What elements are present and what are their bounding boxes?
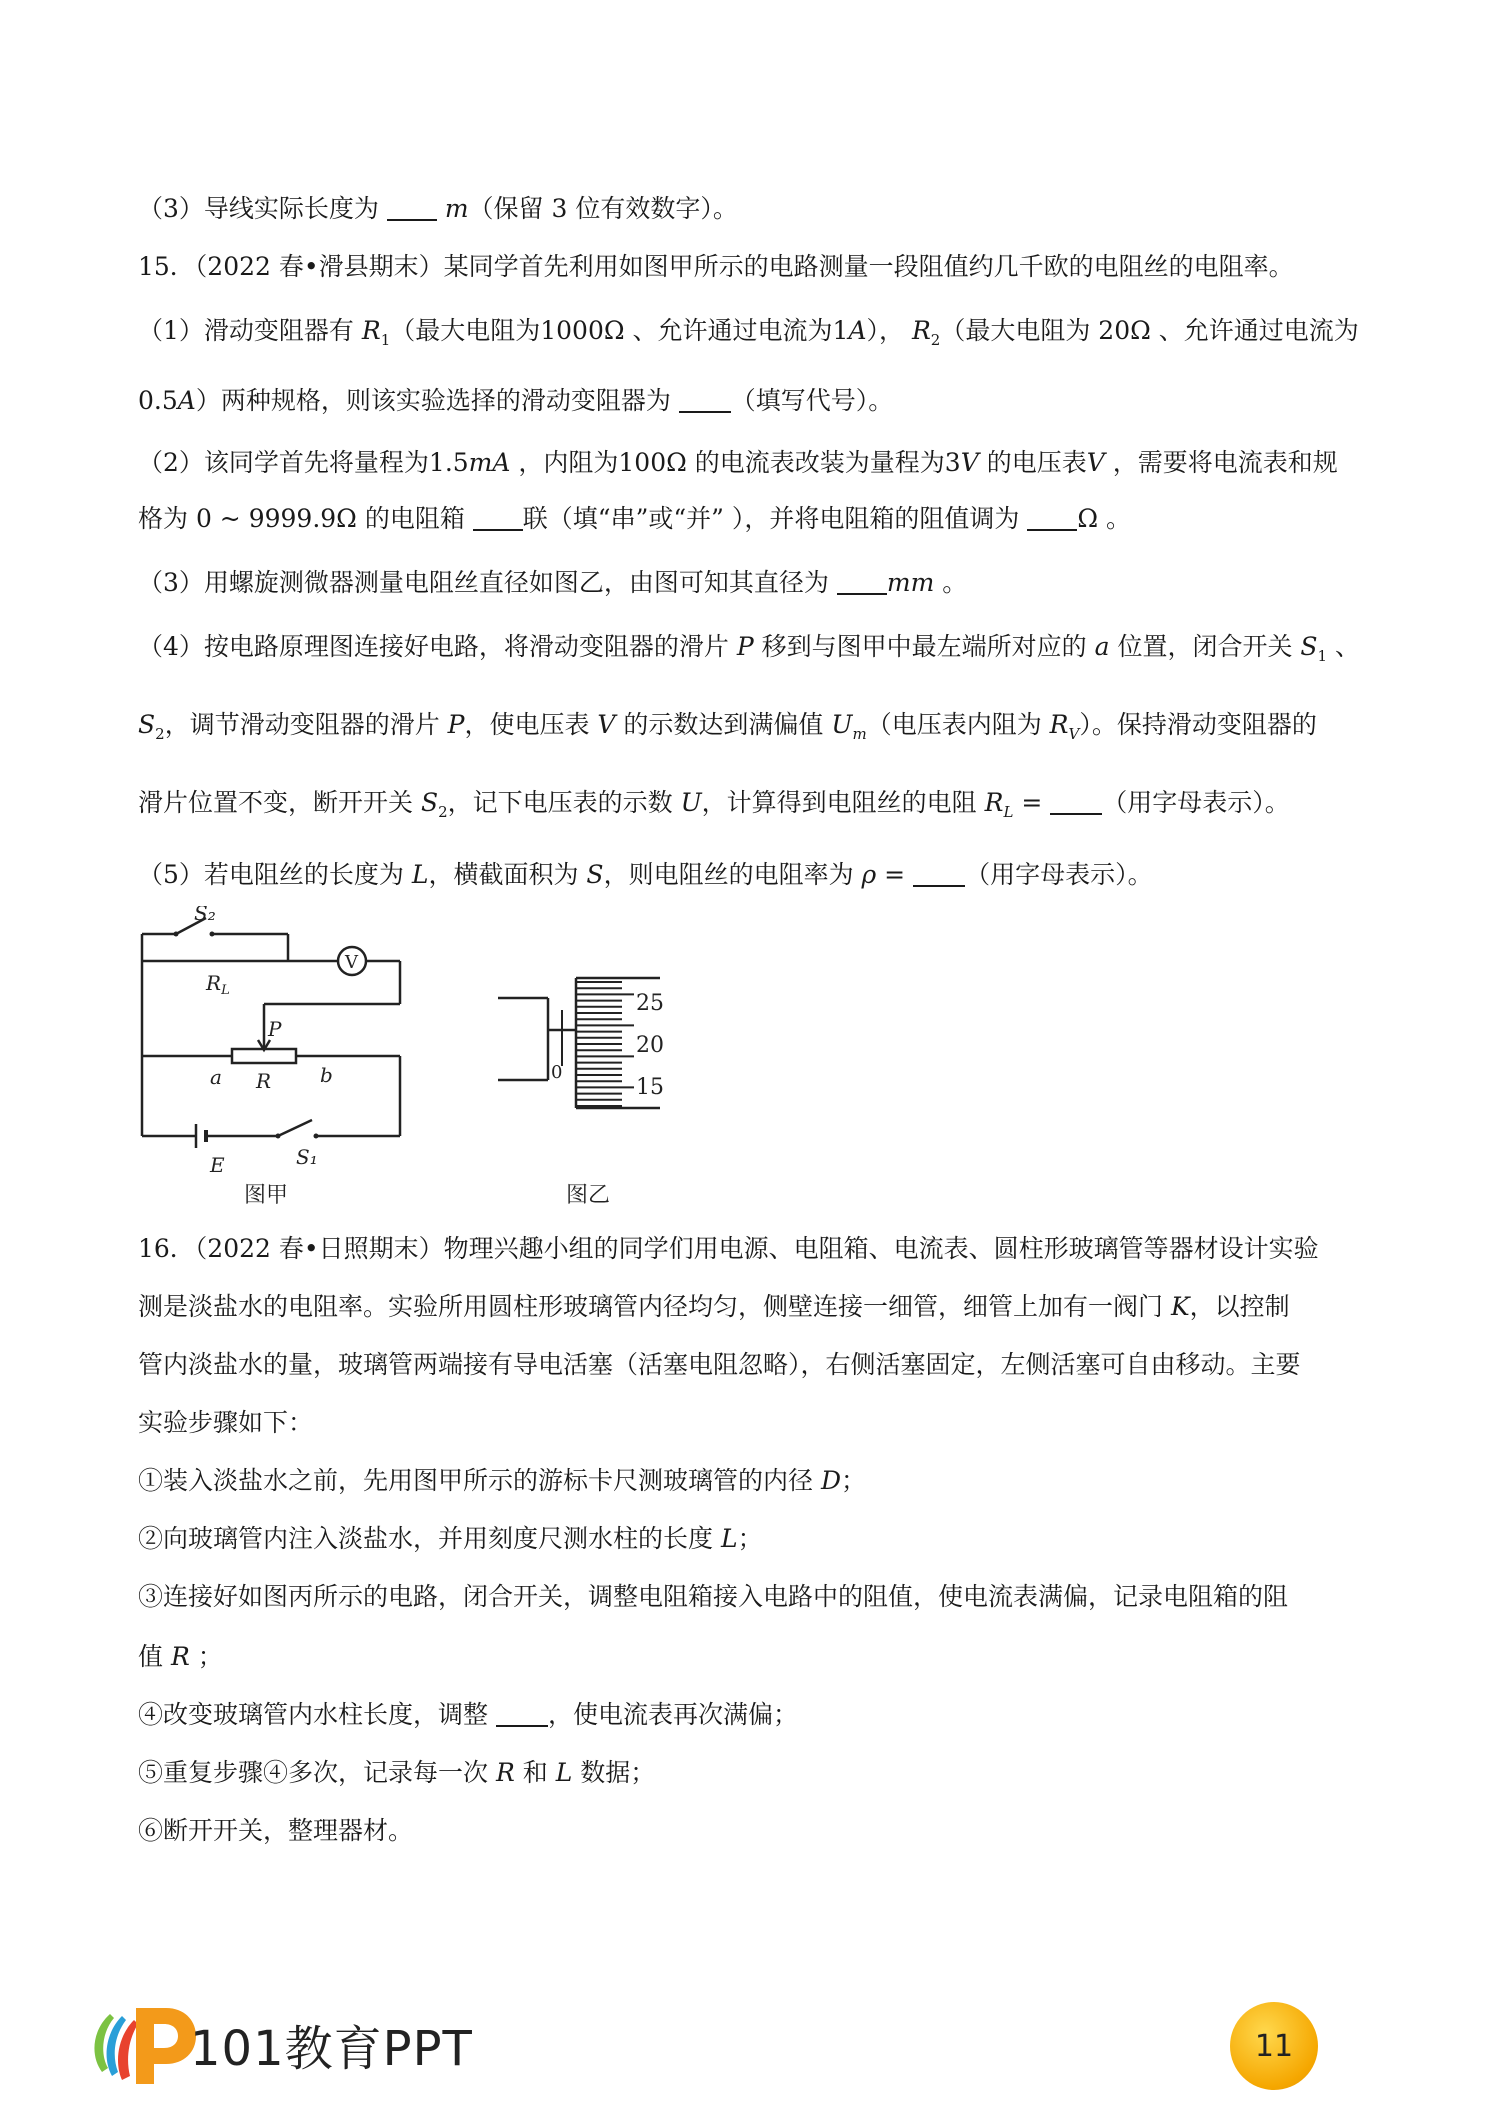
q15-part2-line2: 格为 0 ~ 9999.9Ω 的电阻箱 联（填“串”或“并” ），并将电阻箱的阻值调为 Ω 。	[138, 504, 1132, 533]
label-rl: $R_L$	[206, 971, 230, 998]
q14-part3: （3）导线实际长度为 m（保留 3 位有效数字）。	[138, 194, 738, 223]
q15-part4-line2: $S_2$，调节滑动变阻器的滑片 P，使电压表 V 的示数达到满偏值 $U_m$（电压表内阻为 $R_V$）。保持滑动变阻器的	[138, 710, 1317, 743]
caption-yi: 图乙	[566, 1183, 611, 1208]
q16-line1: 16．（2022 春•日照期末）物理兴趣小组的同学们用电源、电阻箱、电流表、圆柱形玻璃管等器材设计实验	[138, 1234, 1319, 1263]
tick-label-20: 20	[636, 1033, 664, 1058]
thimble-scale	[576, 982, 634, 1106]
answer-blank[interactable]	[837, 593, 887, 595]
label-r: R	[256, 1069, 272, 1093]
answer-blank[interactable]	[387, 219, 437, 221]
q15-title: 15．（2022 春•滑县期末）某同学首先利用如图甲所示的电路测量一段阻值约几千欧的电阻丝的电阻率。	[138, 252, 1294, 281]
label-s1: S₁	[296, 1145, 318, 1169]
caption-jia: 图甲	[244, 1183, 289, 1208]
q15-part5: （5）若电阻丝的长度为 L，横截面积为 S，则电阻丝的电阻率为 ρ = （用字母表示）。	[138, 860, 1153, 889]
q16-line3: 管内淡盐水的量，玻璃管两端接有导电活塞（活塞电阻忽略），右侧活塞固定，左侧活塞可自由移动。主要	[138, 1350, 1301, 1379]
q15-part1-line1: （1）滑动变阻器有 $R_1$（最大电阻为1000Ω 、允许通过电流为1A）， $R_2$（最大电阻为 20Ω 、允许通过电流为	[138, 316, 1359, 349]
answer-blank[interactable]	[679, 411, 731, 413]
q15-part2-line1: （2）该同学首先将量程为1.5mA ，内阻为100Ω 的电流表改装为量程为3V 的电压表V ，需要将电流表和规	[138, 448, 1338, 477]
answer-blank[interactable]	[913, 885, 965, 887]
micrometer-diagram-yi	[496, 966, 716, 1214]
answer-blank[interactable]	[473, 529, 523, 531]
q15-part1-line2: 0.5A）两种规格，则该实验选择的滑动变阻器为 （填写代号）。	[138, 386, 894, 415]
label-p: P	[268, 1017, 282, 1041]
q16-step3-line2: 值 R ；	[138, 1642, 223, 1671]
q16-step5: ⑤重复步骤④多次，记录每一次 R 和 L 数据；	[138, 1758, 656, 1787]
answer-blank[interactable]	[1050, 813, 1102, 815]
q16-line4: 实验步骤如下：	[138, 1408, 314, 1437]
answer-blank[interactable]	[1027, 529, 1077, 531]
tick-label-15: 15	[636, 1075, 664, 1100]
q16-step6: ⑥断开开关，整理器材。	[138, 1816, 414, 1845]
page-number-badge: 11	[1230, 2002, 1318, 2090]
label-v: V	[345, 952, 358, 973]
label-b: b	[320, 1063, 333, 1087]
sleeve-zero-label: 0	[551, 1062, 563, 1083]
brand-logo-text: 101教育PPT	[190, 2021, 473, 2077]
q16-step2: ②向玻璃管内注入淡盐水，并用刻度尺测水柱的长度 L；	[138, 1524, 763, 1553]
q16-step4: ④改变玻璃管内水柱长度，调整 ，使电流表再次满偏；	[138, 1700, 798, 1729]
tick-label-25: 25	[636, 991, 664, 1016]
q15-part3: （3）用螺旋测微器测量电阻丝直径如图乙，由图可知其直径为 mm 。	[138, 568, 968, 597]
q16-line2: 测是淡盐水的电阻率。实验所用圆柱形玻璃管内径均匀，侧壁连接一细管，细管上加有一阀门 K，以控制	[138, 1292, 1290, 1321]
answer-blank[interactable]	[496, 1725, 548, 1727]
circuit-diagram-jia	[136, 906, 416, 1214]
q16-step3-line1: ③连接好如图丙所示的电路，闭合开关，调整电阻箱接入电路中的阻值，使电流表满偏，记录电阻箱的阻	[138, 1582, 1289, 1611]
label-e: E	[210, 1153, 225, 1177]
switch-s1-blade	[278, 1120, 312, 1136]
q16-step1: ①装入淡盐水之前，先用图甲所示的游标卡尺测玻璃管的内径 D；	[138, 1466, 867, 1495]
label-s2: S₂	[194, 906, 216, 925]
label-a: a	[210, 1065, 222, 1089]
q15-part4-line1: （4）按电路原理图连接好电路，将滑动变阻器的滑片 P 移到与图甲中最左端所对应的 a 位置，闭合开关 $S_1$ 、	[138, 632, 1361, 665]
q15-part4-line3: 滑片位置不变，断开开关 $S_2$，记下电压表的示数 U，计算得到电阻丝的电阻 $R_L$ = （用字母表示）。	[138, 788, 1290, 821]
